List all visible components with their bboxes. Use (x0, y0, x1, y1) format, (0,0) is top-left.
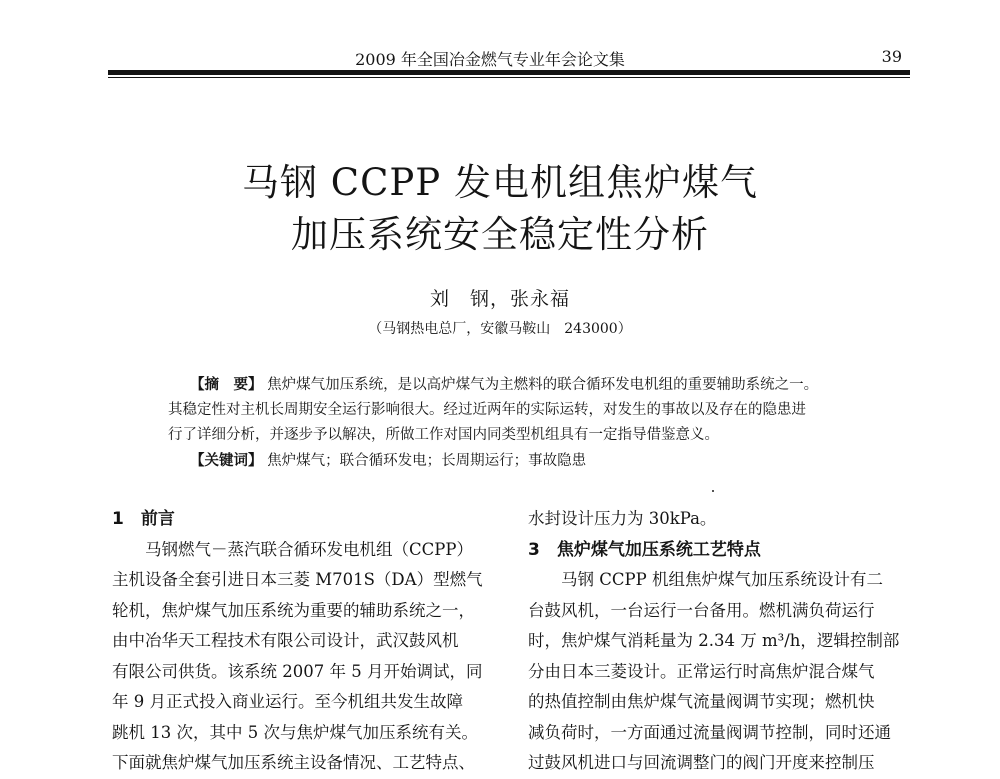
journal-name: 2009 年全国冶金燃气专业年会论文集 (355, 50, 625, 69)
abstract (168, 372, 880, 448)
authors: 刘 钢，张永福 (429, 288, 570, 310)
header-rule-thick (108, 70, 910, 75)
body-line: 跳机 13 次，其中 5 次与焦炉煤气加压系统有关。 (112, 722, 478, 742)
page-number: 39 (881, 47, 902, 66)
abstract-line-2: 其稳定性对主机长周期安全运行影响很大。经过近两年的实际运转，对发生的事故以及存在的隐患进 (168, 402, 806, 418)
abstract-text-1: 焦炉煤气加压系统，是以高炉煤气为主燃料的联合循环发电机组的重要辅助系统之一。 (267, 377, 819, 393)
keywords-text: 焦炉煤气；联合循环发电；长周期运行；事故隐患 (267, 453, 587, 469)
scan-speck (712, 490, 714, 492)
left-column (112, 504, 502, 779)
section-heading-3: 3 焦炉煤气加压系统工艺特点 (528, 539, 761, 560)
body-line: 主机设备全套引进日本三菱 M701S（DA）型燃气 (112, 570, 483, 589)
body-line: 轮机，焦炉煤气加压系统为重要的辅助系统之一， (112, 600, 475, 620)
body-line: 水封设计压力为 30kPa。 (528, 509, 717, 528)
body-line: 过鼓风机进口与回流调整门的阀门开度来控制压 (528, 753, 875, 772)
body-line: 由中冶华天工程技术有限公司设计，武汉鼓风机 (112, 631, 459, 650)
abstract-line-3: 行了详细分析，并逐步予以解决，所做工作对国内同类型机组具有一定指导借鉴意义。 (168, 427, 719, 443)
body-line: 时，焦炉煤气消耗量为 2.34 万 m³/h，逻辑控制部 (528, 631, 900, 650)
body-line: 的热值控制由焦炉煤气流量阀调节实现；燃机快 (528, 692, 875, 711)
keywords (190, 449, 586, 470)
body-line: 马钢燃气－蒸汽联合循环发电机组（CCPP） (145, 539, 473, 559)
body-line: 分由日本三菱设计。正常运行时高焦炉混合煤气 (528, 661, 875, 681)
section-heading-1: 1 前言 (112, 509, 175, 529)
paper-title-line-2: 加压系统安全稳定性分析 (291, 213, 709, 256)
abstract-line-1 (168, 372, 880, 398)
body-line: 年 9 月正式投入商业运行。至今机组共发生故障 (112, 692, 463, 711)
keywords-label: 【关键词】 (190, 452, 263, 469)
paper-title-line-1: 马钢 CCPP 发电机组焦炉煤气 (242, 161, 758, 204)
body-line: 有限公司供货。该系统 2007 年 5 月开始调试，同 (112, 661, 483, 681)
body-line: 下面就焦炉煤气加压系统主设备情况、工艺特点、 (112, 753, 475, 772)
right-column (528, 504, 918, 779)
running-header (110, 47, 910, 69)
abstract-label: 【摘 要】 (190, 376, 263, 393)
affiliation: （马钢热电总厂，安徽马鞍山 243000） (368, 321, 632, 337)
body-line: 马钢 CCPP 机组焦炉煤气加压系统设计有二 (561, 570, 883, 589)
body-line: 减负荷时，一方面通过流量阀调节控制，同时还通 (528, 722, 891, 742)
body-line: 台鼓风机，一台运行一台备用。燃机满负荷运行 (528, 600, 875, 620)
header-rule-thin (108, 77, 910, 78)
